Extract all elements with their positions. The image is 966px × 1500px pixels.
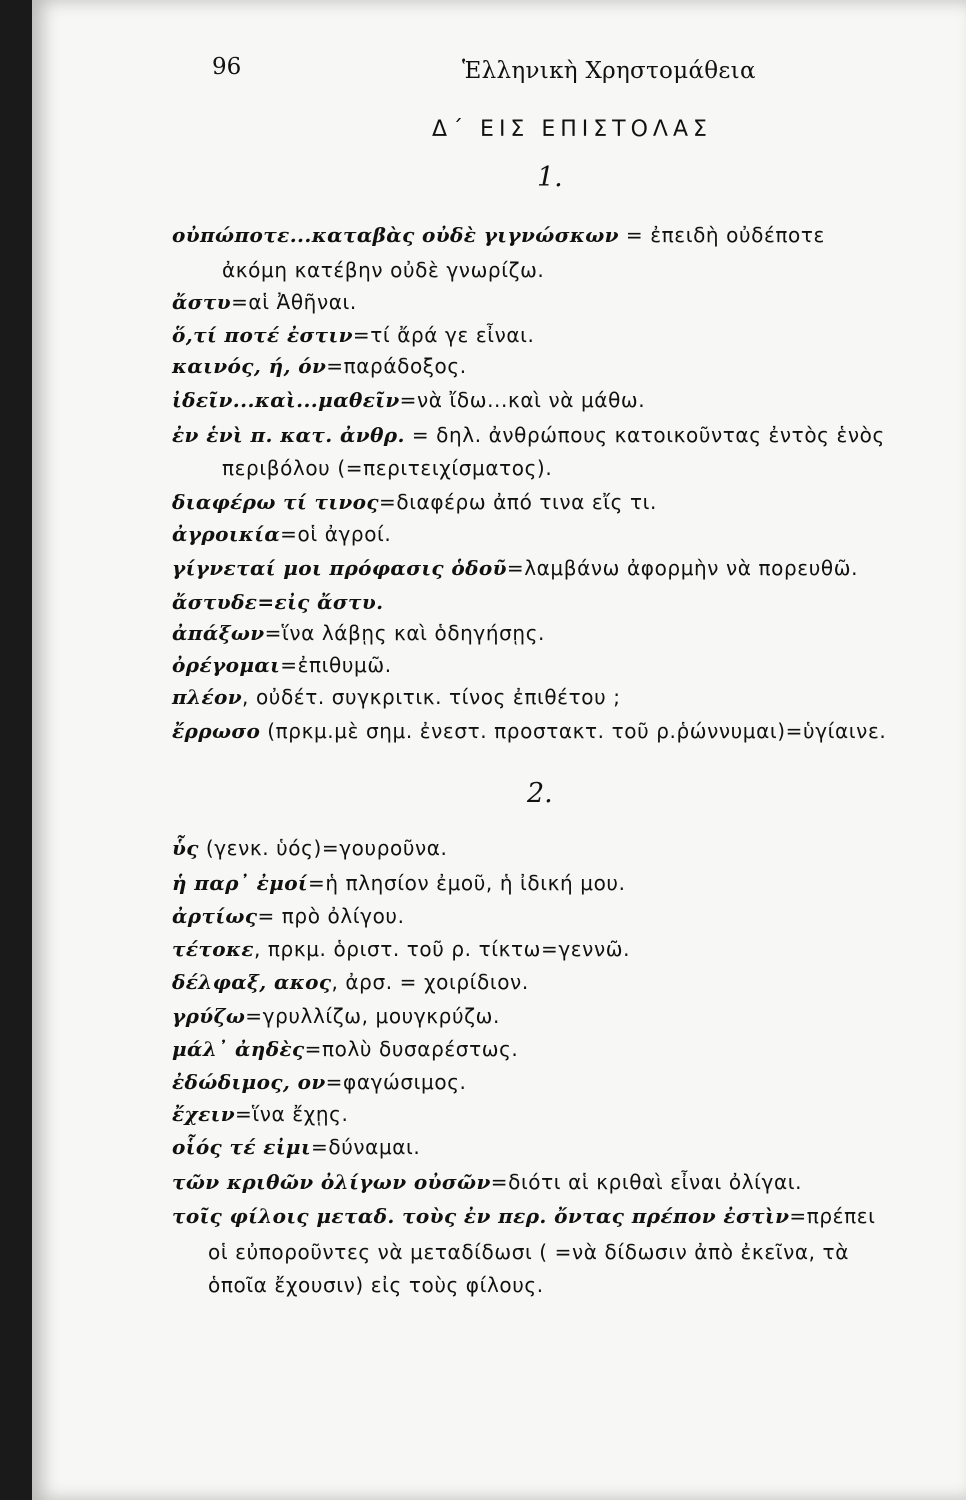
glossary-definition: = δηλ. ἀνθρώπους κατοικοῦντας ἐντὸς ἑνὸς <box>404 423 885 447</box>
glossary-definition: =πολὺ δυσαρέστως. <box>304 1037 519 1061</box>
glossary-line <box>172 522 391 546</box>
glossary-definition: =πρέπει <box>789 1204 876 1228</box>
glossary-definition: =τί ἄρά γε εἶναι. <box>352 323 535 347</box>
glossary-term: οὐπώποτε...καταβὰς οὐδὲ γιγνώσκων <box>172 223 619 247</box>
glossary-definition: =παράδοξος. <box>326 354 467 378</box>
glossary-definition: (πρκμ.μὲ σημ. ἐνεστ. προστακτ. τοῦ ρ.ῥώννυμαι)=ὑγίαινε. <box>260 719 887 743</box>
running-title: Ἑλληνικὴ Χρηστομάθεια <box>462 58 756 84</box>
glossary-definition: = πρὸ ὀλίγου. <box>257 904 405 928</box>
glossary-term: πλέον <box>172 685 243 709</box>
glossary-line <box>172 323 534 347</box>
glossary-definition: =δύναμαι. <box>311 1135 421 1159</box>
glossary-definition: =ἵνα ἔχῃς. <box>235 1102 349 1126</box>
glossary-definition: , οὐδέτ. συγκριτικ. τίνος ἐπιθέτου ; <box>242 685 621 709</box>
glossary-line <box>172 621 545 645</box>
glossary-definition: =οἱ ἀγροί. <box>280 522 392 546</box>
glossary-definition: οἱ εὐποροῦντες νὰ μεταδίδωσι ( =νὰ δίδωσιν ἀπὸ ἐκεῖνα, τὰ <box>208 1240 849 1264</box>
glossary-definition: =γρυλλίζω, μουγκρύζω. <box>245 1004 500 1028</box>
glossary-term: ἔχειν <box>172 1102 236 1126</box>
glossary-definition: (γενκ. ὑός)=γουροῦνα. <box>198 836 448 860</box>
glossary-term: καινός, ή, όν <box>172 354 327 378</box>
glossary-line <box>208 1273 544 1297</box>
glossary-term: διαφέρω τί τινος <box>172 490 379 514</box>
glossary-term: ἄστυ <box>172 290 232 314</box>
glossary-term: ἔρρωσο <box>172 719 261 743</box>
glossary-term: ἐν ἑνὶ π. κατ. ἀνθρ. <box>172 423 405 447</box>
glossary-term: μάλ᾽ ἀηδὲς <box>172 1037 305 1061</box>
glossary-definition: , ἀρσ. = χοιρίδιον. <box>331 970 529 994</box>
glossary-term: ἀπάξων <box>172 621 265 645</box>
glossary-line <box>172 970 529 994</box>
glossary-definition: ὁποῖα ἔχουσιν) εἰς τοὺς φίλους. <box>208 1273 544 1297</box>
glossary-term: ὀρέγομαι <box>172 653 281 677</box>
glossary-definition: =λαμβάνω ἀφορμὴν νὰ πορευθῶ. <box>506 556 859 580</box>
glossary-line <box>172 871 626 895</box>
glossary-line <box>172 1135 420 1159</box>
glossary-term: ὗς <box>172 836 199 860</box>
glossary-line <box>172 556 858 580</box>
glossary-line <box>172 1170 802 1194</box>
glossary-definition: περιβόλου (=περιτειχίσματος). <box>222 456 553 480</box>
glossary-definition: =αἱ Ἀθῆναι. <box>231 290 357 314</box>
glossary-line <box>172 354 467 378</box>
glossary-line <box>222 258 544 282</box>
glossary-definition: =διαφέρω ἀπό τινα εἴς τι. <box>379 490 657 514</box>
glossary-term: γρύζω <box>172 1004 246 1028</box>
book-page <box>32 0 966 1500</box>
glossary-term: ἀγροικία <box>172 522 281 546</box>
glossary-line <box>172 685 621 709</box>
glossary-term: δέλφαξ, ακος <box>172 970 332 994</box>
glossary-line <box>172 1102 348 1126</box>
glossary-term: ὅ,τί ποτέ ἐστιν <box>172 323 353 347</box>
letter-2-number: 2. <box>527 778 553 809</box>
glossary-term: ἰδεῖν...καὶ...μαθεῖν <box>172 388 400 412</box>
glossary-term: γίγνεταί μοι πρόφασις ὁδοῦ <box>172 556 507 580</box>
glossary-definition: =νὰ ἴδω...καὶ νὰ μάθω. <box>399 388 646 412</box>
page-number: 96 <box>212 54 242 80</box>
glossary-line <box>172 1004 500 1028</box>
glossary-term: ἄστυδε=εἰς ἄστυ. <box>172 590 384 614</box>
glossary-definition: =ἵνα λάβῃς καὶ ὁδηγήσῃς. <box>264 621 545 645</box>
glossary-definition: , πρκμ. ὁριστ. τοῦ ρ. τίκτω=γεννῶ. <box>253 937 631 961</box>
glossary-term: τῶν κριθῶν ὀλίγων οὐσῶν <box>172 1170 491 1194</box>
glossary-line <box>172 490 657 514</box>
glossary-term: ἀρτίως <box>172 904 258 928</box>
glossary-definition: =ἡ πλησίον ἐμοῦ, ἡ ἰδική μου. <box>308 871 626 895</box>
glossary-line <box>172 388 645 412</box>
section-title: Δ΄ ΕΙΣ ΕΠΙΣΤΟΛΑΣ <box>432 117 712 142</box>
glossary-line <box>222 456 552 480</box>
glossary-line <box>172 590 384 614</box>
glossary-line <box>172 836 448 860</box>
glossary-term: οἷός τέ εἰμι <box>172 1135 312 1159</box>
glossary-term: τοῖς φίλοις μεταδ. τοὺς ἐν περ. ὄντας πρέπον ἐστὶν <box>172 1204 790 1228</box>
glossary-definition: =διότι αἱ κριθαὶ εἶναι ὀλίγαι. <box>490 1170 803 1194</box>
glossary-term: ἡ παρ᾽ ἐμοί <box>172 871 309 895</box>
glossary-line <box>172 423 885 447</box>
glossary-definition: =ἐπιθυμῶ. <box>280 653 392 677</box>
glossary-line <box>208 1240 849 1264</box>
glossary-definition: = ἐπειδὴ οὐδέποτε <box>618 223 825 247</box>
glossary-line <box>172 904 405 928</box>
glossary-line <box>172 290 357 314</box>
glossary-line <box>172 653 392 677</box>
glossary-term: ἐδώδιμος, ον <box>172 1070 326 1094</box>
glossary-line <box>172 223 825 247</box>
glossary-line <box>172 1037 518 1061</box>
glossary-line <box>172 1070 467 1094</box>
letter-1-number: 1. <box>537 162 563 193</box>
glossary-definition: ἀκόμη κατέβην οὐδὲ γνωρίζω. <box>222 258 545 282</box>
glossary-line <box>172 937 630 961</box>
glossary-line <box>172 719 886 743</box>
glossary-term: τέτοκε <box>172 937 254 961</box>
glossary-definition: =φαγώσιμος. <box>325 1070 467 1094</box>
glossary-line <box>172 1204 875 1228</box>
